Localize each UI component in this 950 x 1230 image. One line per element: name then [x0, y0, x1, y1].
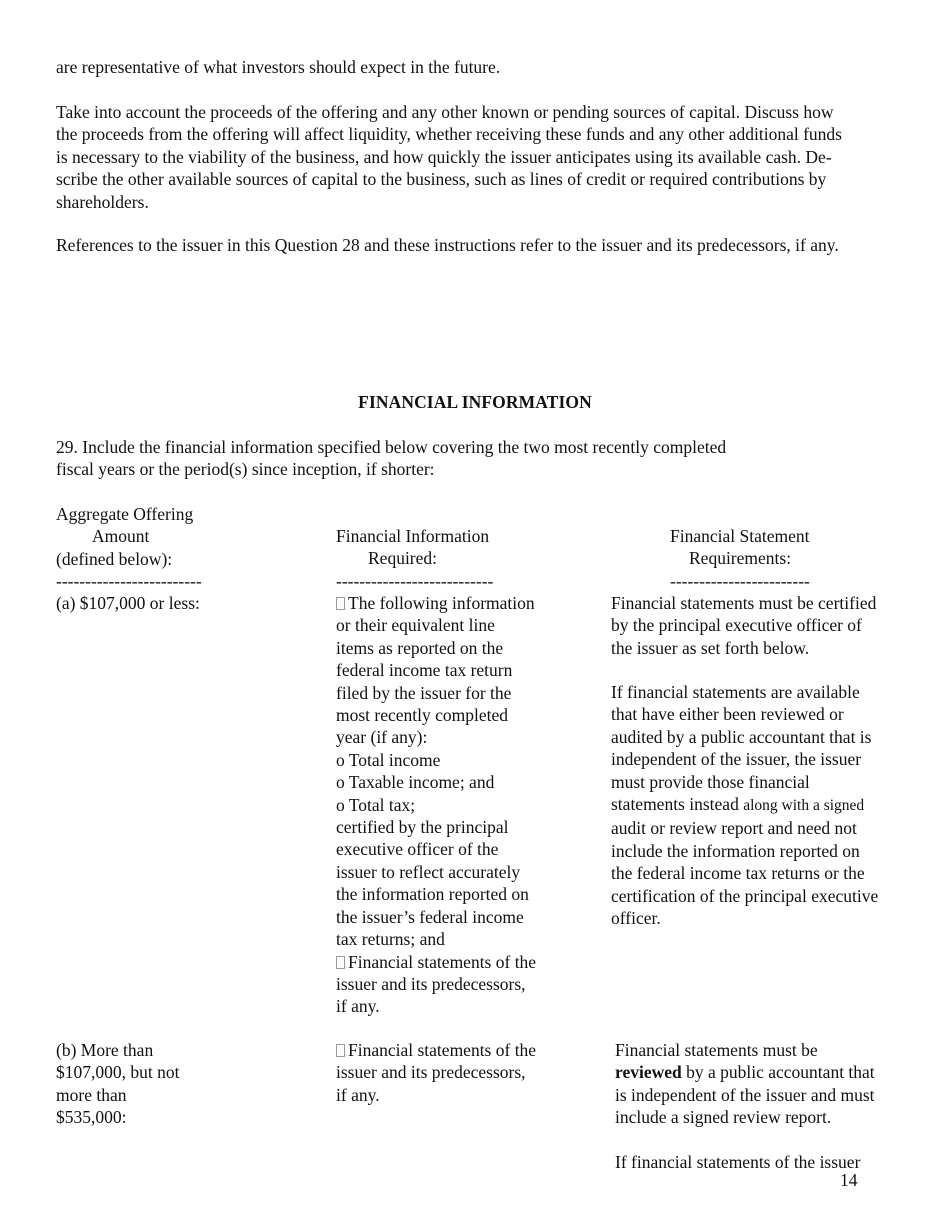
- req-line: audit or review report and need not: [611, 818, 857, 839]
- req-line: must provide those financial: [611, 771, 810, 792]
- req-line: include a signed review report.: [615, 1107, 832, 1128]
- req-line: [615, 1061, 915, 1083]
- row-a-line: o Total income: [336, 749, 441, 770]
- row-b-item: [336, 1039, 566, 1061]
- req-line: [611, 793, 911, 817]
- intro-continuation-text: are representative of what investors should expect in the future.: [56, 57, 501, 77]
- header-line: Amount: [92, 526, 150, 547]
- row-a-line: o Total tax;: [336, 794, 416, 815]
- header-line: Financial Statement: [670, 526, 810, 546]
- row-a-amount: (a) $107,000 or less:: [56, 593, 200, 613]
- req-line: If financial statements are available: [611, 682, 860, 702]
- req-line: certification of the principal executive: [611, 885, 879, 906]
- row-a-line: the information reported on: [336, 884, 529, 905]
- req-line: the federal income tax returns or the: [611, 863, 865, 884]
- row-b-amount: [56, 1039, 306, 1129]
- header-line: Required:: [368, 548, 438, 569]
- row-a-line: year (if any):: [336, 727, 428, 748]
- header-divider: ---------------------------: [336, 570, 494, 591]
- proceeds-line: is necessary to the viability of the business, and how quickly the issuer anticipates using its available cash. De-: [56, 146, 832, 167]
- row-a-line: issuer to reflect accurately: [336, 861, 521, 882]
- req-statements-text: statements instead: [611, 794, 739, 815]
- section-title: FINANCIAL INFORMATION: [358, 392, 592, 412]
- req-line-rest: by a public accountant that: [681, 1062, 875, 1083]
- proceeds-line: scribe the other available sources of capital to the business, such as lines of credit or required contributions by: [56, 169, 827, 190]
- header-line: Aggregate Offering: [56, 504, 194, 524]
- row-a-line: o Taxable income; and: [336, 772, 495, 793]
- proceeds-paragraph: [56, 101, 896, 213]
- row-b-item-first: Financial statements of the: [348, 1040, 537, 1060]
- req-line: Financial statements must be certified: [611, 593, 877, 613]
- row-b-requirements: [615, 1039, 915, 1129]
- row-b-line: if any.: [336, 1084, 380, 1105]
- row-a-line: filed by the issuer for the: [336, 682, 512, 703]
- proceeds-line: shareholders.: [56, 191, 149, 212]
- req-line: independent of the issuer, the issuer: [611, 749, 862, 770]
- req-bold-reviewed: reviewed: [615, 1062, 682, 1083]
- row-a-line: if any.: [336, 996, 380, 1017]
- req-line: include the information reported on: [611, 840, 860, 861]
- bullet-box-icon: [336, 956, 345, 969]
- req-line: by the principal executive officer of: [611, 615, 862, 636]
- row-a-requirements-p1: [611, 592, 911, 659]
- row-b-amount-line: $535,000:: [56, 1107, 127, 1128]
- header-line: Financial Information: [336, 526, 490, 546]
- row-a-line: tax returns; and: [336, 929, 445, 950]
- row-a-requirements-p2: [611, 681, 911, 929]
- bullet-box-icon: [336, 1044, 345, 1057]
- row-b-requirements-p2: If financial statements of the issuer: [615, 1152, 861, 1172]
- row-a-line: certified by the principal: [336, 817, 509, 838]
- question-line: 29. Include the financial information specified below covering the two most recently completed: [56, 437, 727, 457]
- req-line: officer.: [611, 908, 661, 929]
- row-a-line: issuer and its predecessors,: [336, 973, 526, 994]
- references-paragraph: References to the issuer in this Question 28 and these instructions refer to the issuer and its predecessors, if any.: [56, 235, 839, 255]
- question-line: fiscal years or the period(s) since inception, if shorter:: [56, 459, 435, 480]
- req-line: is independent of the issuer and must: [615, 1084, 875, 1105]
- header-financial-information: [336, 525, 566, 592]
- header-aggregate-offering: [56, 503, 306, 593]
- row-a-item1-first: The following information: [348, 593, 535, 613]
- row-a-item2-first: Financial statements of the: [348, 951, 537, 972]
- row-b-required: [336, 1039, 566, 1106]
- req-line: audited by a public accountant that is: [611, 726, 872, 747]
- header-line: (defined below):: [56, 548, 173, 569]
- req-line: Financial statements must be: [615, 1040, 818, 1060]
- row-b-amount-line: $107,000, but not: [56, 1062, 180, 1083]
- row-a-line: the issuer’s federal income: [336, 906, 524, 927]
- page-number: 14: [840, 1170, 858, 1190]
- row-a-line: federal income tax return: [336, 660, 513, 681]
- row-a-line: executive officer of the: [336, 839, 499, 860]
- row-b-amount-line: more than: [56, 1084, 127, 1105]
- row-b-line: issuer and its predecessors,: [336, 1062, 526, 1083]
- row-a-required: [336, 592, 566, 1018]
- bullet-box-icon: [336, 597, 345, 610]
- req-line: the issuer as set forth below.: [611, 637, 810, 658]
- question-29-text: [56, 436, 896, 481]
- header-financial-statement: [670, 525, 820, 592]
- row-a-line: or their equivalent line: [336, 615, 495, 636]
- row-a-line: most recently completed: [336, 705, 509, 726]
- req-small-text: along with a signed: [743, 797, 865, 815]
- row-a-item1: [336, 592, 566, 614]
- row-a-item2: [336, 951, 566, 973]
- proceeds-line: Take into account the proceeds of the offering and any other known or pending sources of capital. Discuss how: [56, 102, 834, 122]
- header-divider: ------------------------: [670, 570, 810, 591]
- proceeds-line: the proceeds from the offering will affect liquidity, whether receiving these funds and any other additional funds: [56, 124, 842, 145]
- req-line: that have either been reviewed or: [611, 704, 844, 725]
- row-b-amount-line: (b) More than: [56, 1040, 154, 1060]
- header-line: Requirements:: [689, 548, 792, 569]
- header-divider: -------------------------: [56, 571, 202, 592]
- row-a-line: items as reported on the: [336, 637, 504, 658]
